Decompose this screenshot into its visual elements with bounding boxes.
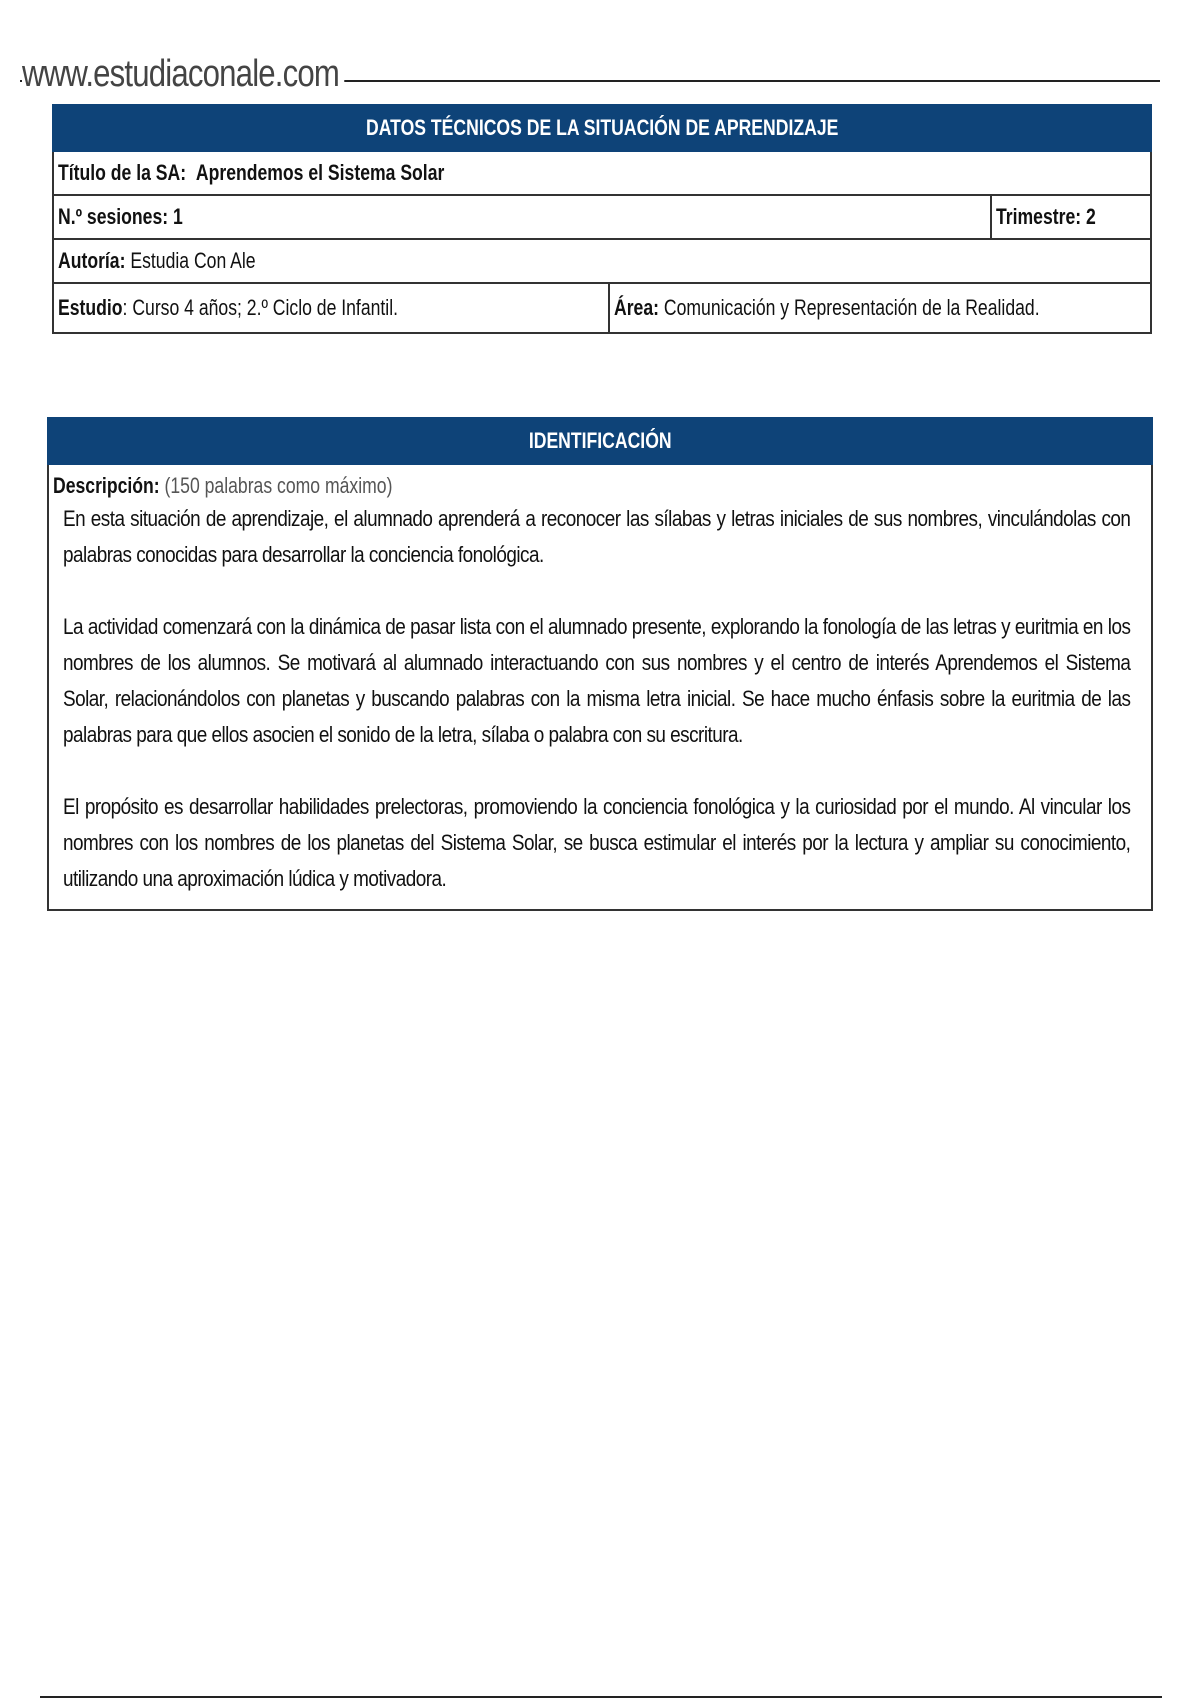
description-paragraph-text: El propósito es desarrollar habilidades prelectoras, promoviendo la conciencia fonológica y la curiosidad por el mundo. Al vincular los nombres con los nombres de los planetas del Sistema Solar, se busca estimular el interés por la lectura y ampliar su conocimiento, utilizando una aproximación lúdica y motivadora. (63, 794, 1131, 891)
description-paragraph (63, 789, 1133, 897)
sessions-label: N.º sesiones: (58, 204, 169, 229)
footer-rule (40, 1696, 1162, 1698)
study-value: : Curso 4 años; 2.º Ciclo de Infantil. (122, 295, 398, 320)
description-paragraph (63, 609, 1133, 753)
trimester-cell (991, 195, 1151, 239)
study-label: Estudio (58, 295, 123, 320)
description-paragraph-text: La actividad comenzará con la dinámica de pasar lista con el alumnado presente, explorando la fonología de las letras y euritmia en los nombres de los alumnos. Se motivará al alumnado interactuando con sus nombres y el centro de interés Aprendemos el Sistema Solar, relacionándolos con planetas y buscando palabras con la misma letra inicial. Se hace mucho énfasis sobre la euritmia de las palabras para que ellos asocien el sonido de la letra, sílaba o palabra con su escritura. (63, 614, 1131, 747)
description-cell (48, 464, 1152, 910)
technical-data-table (52, 104, 1152, 334)
title-value: Aprendemos el Sistema Solar (195, 160, 445, 185)
trimester-label: Trimestre: (996, 204, 1082, 229)
sessions-value: 1 (173, 204, 183, 229)
sessions-cell (53, 195, 991, 239)
area-value: Comunicación y Representación de la Realidad. (663, 295, 1040, 320)
identification-banner-text: IDENTIFICACIÓN (528, 428, 672, 453)
area-cell (609, 283, 1151, 333)
identification-table (47, 417, 1153, 911)
author-value: Estudia Con Ale (130, 248, 256, 273)
area-label: Área: (614, 295, 660, 320)
title-label: Título de la SA: (58, 160, 187, 185)
author-label: Autoría: (58, 248, 126, 273)
title-row (53, 151, 1151, 195)
site-watermark-url: www.estudiaconale.com (22, 54, 344, 94)
description-note: (150 palabras como máximo) (164, 473, 393, 498)
description-heading (53, 471, 1145, 501)
author-row (53, 239, 1151, 283)
identification-banner (48, 418, 1152, 464)
study-cell (53, 283, 609, 333)
trimester-value: 2 (1086, 204, 1096, 229)
description-paragraph-text: En esta situación de aprendizaje, el alumnado aprenderá a reconocer las sílabas y letras iniciales de sus nombres, vinculándolas con palabras conocidas para desarrollar la conciencia fonológica. (63, 506, 1131, 567)
technical-data-banner-text: DATOS TÉCNICOS DE LA SITUACIÓN DE APRENDIZAJE (365, 115, 839, 140)
description-label: Descripción: (53, 473, 160, 498)
technical-data-banner (53, 105, 1151, 151)
description-paragraph (63, 501, 1133, 573)
